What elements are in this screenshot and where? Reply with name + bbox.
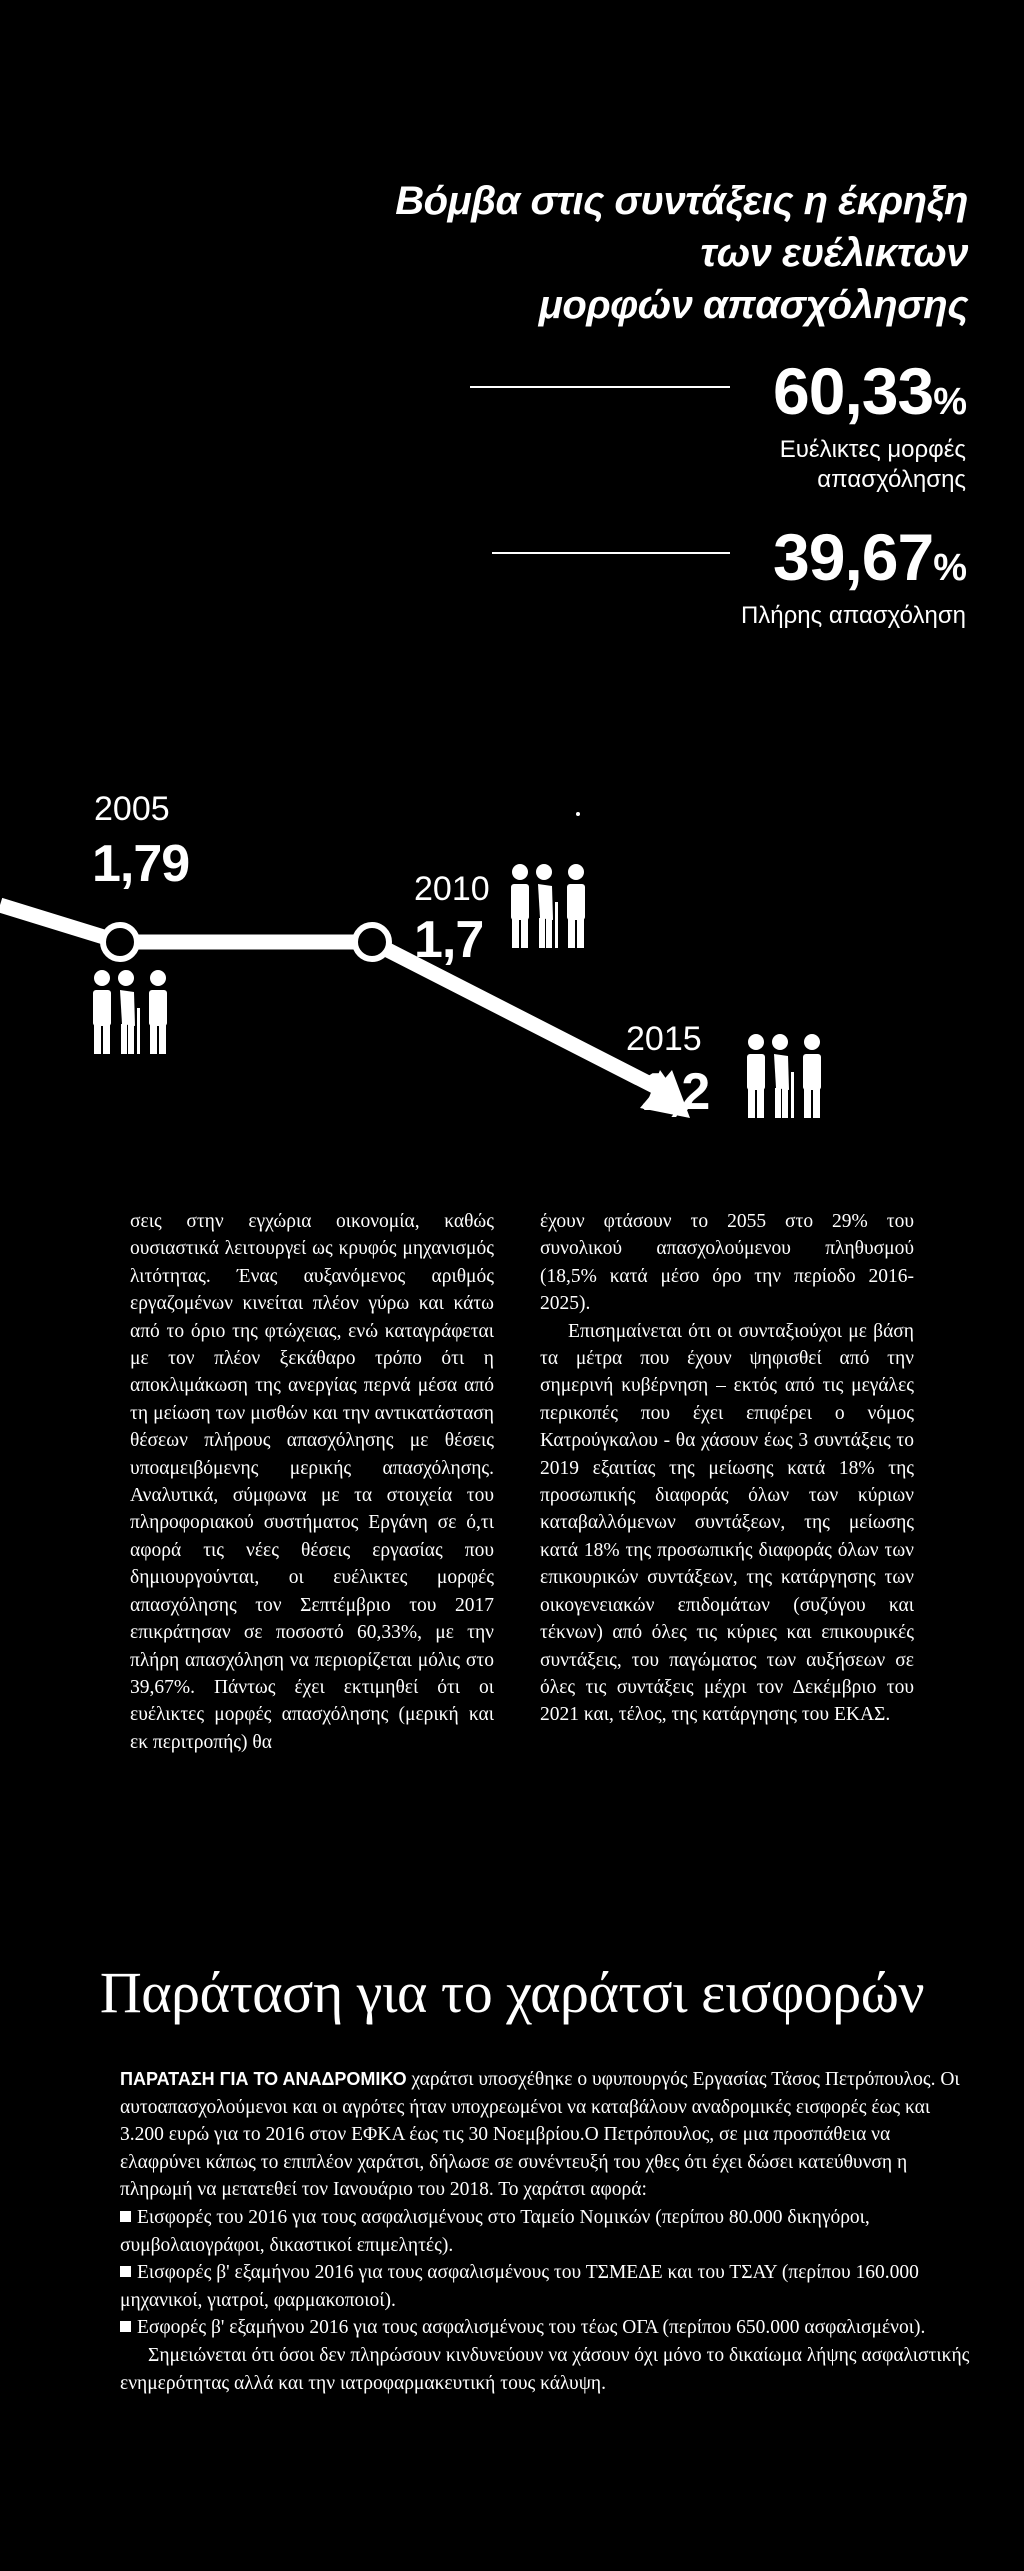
percent-caption: Ευέλικτες μορφές xyxy=(779,436,966,463)
headline-line-1: Βόμβα στις συντάξεις η έκρηξη xyxy=(395,179,968,223)
article-paragraph: σεις στην εγχώρια οικονομία, καθώς ουσιαστικά λειτουργεί ως κρυφός μηχανισμός λιτότητας. Ένας αυξανόμενος αριθμός εργαζομένων κινείται πλέον γύρω και κάτω από το όριο της φτώχειας, ενώ καταγράφεται με τον πλέον ξεκάθαρο τρόπο ότι η αποκλιμάκωση της ανεργίας περνά μέσα από τη μείωση των μισθών και την αντικατάσταση θέσεων πλήρους απασχόλησης με θέσεις υποαμειβόμενης μερικής απασχόλησης. Αναλυτικά, σύμφωνα με τα στοιχεία του πληροφοριακού συστήματος Εργάνη σε ό,τι αφορά τις νέες θέσεις εργασίας που δημιουργούνται, οι ευέλικτες μορφές απασχόλησης τον Σεπτέμβριο του 2017 επικράτησαν σε ποσοστό 60,33%, με την πλήρη απασχόληση να περιορίζεται μόλις στο 39,67%. Πάντως έχει εκτιμηθεί ότι οι ευέλικτες μορφές απασχόλησης (μερική και εκ περιτροπής) θα xyxy=(130,1211,494,1753)
percent-value: 60,33 xyxy=(773,354,934,428)
trend-ratio-2005: 1,79 xyxy=(92,835,190,893)
workers-pensioner-icon xyxy=(511,864,585,948)
box-intro xyxy=(120,2066,970,2204)
box-bullet-item xyxy=(120,2204,970,2259)
trend-marker-2005 xyxy=(103,925,137,959)
headline-line-3: μορφών απασχόλησης xyxy=(538,283,968,327)
article-column-left xyxy=(130,1208,494,1756)
percent-unit: % xyxy=(933,381,966,423)
box-lead: ΠΑΡΑΤΑΣΗ ΓΙΑ ΤΟ ΑΝΑΔΡΟΜΙΚΟ xyxy=(120,2069,407,2089)
trend-ratio-2010: 1,7 xyxy=(414,911,484,969)
square-bullet-icon xyxy=(120,2266,131,2277)
box-bullet-item xyxy=(120,2259,970,2314)
trend-marker-2010 xyxy=(355,925,389,959)
percent-unit: % xyxy=(933,547,966,589)
square-bullet-icon xyxy=(120,2321,131,2332)
bullet-text: Εισφορές του 2016 για τους ασφαλισμένους στο Ταμείο Νομικών (περίπου 80.000 δικηγόροι, συμβολαιογράφοι, δικαστικοί επιμελητές). xyxy=(120,2206,870,2256)
trend-year-2015: 2015 xyxy=(626,1020,702,1058)
box-text xyxy=(120,2066,970,2397)
trend-year-2010: 2010 xyxy=(414,870,490,908)
bullet-text: Εισφορές β' εξαμήνου 2016 για τους ασφαλισμένους του ΤΣΜΕΔΕ και του ΤΣΑΥ (περίπου 160.000 μηχανικοί, γιατροί, φαρμακοποιοί). xyxy=(120,2262,919,2311)
percent-value: 39,67 xyxy=(773,520,934,594)
percent-caption: Πλήρης απασχόληση xyxy=(740,602,966,629)
headline-line-2: των ευέλικτων xyxy=(700,231,968,275)
ratio-trend-graphic xyxy=(0,0,1024,1160)
box-intro-text: χαράτσι υποσχέθηκε ο υφυπουργός Εργασίας Τάσος Πετρόπουλος. Οι αυτοαπασχολούμενοι και οι αγρότες ήταν υποχρεωμένοι να καταβάλουν αναδρομικές εισφορές έως και 3.200 ευρώ για το 2016 στον ΕΦΚΑ έως τις 30 Νοεμβρίου.Ο Πετρόπουλος, σε μια προσπάθεια να ελαφρύνει κάπως το επιπλέον χαράτσι, δήλωσε σε συνέντευξή του χθες ότι έχει δώσει κατεύθυνση η πληρωμή να μετατεθεί τον Ιανουάριο του 2018. Το χαράτσι αφορά: xyxy=(120,2069,960,2201)
article-column-right xyxy=(540,1208,914,1729)
box-closing: Σημειώνεται ότι όσοι δεν πληρώσουν κινδυνεύουν να χάσουν όχι μόνο το δικαίωμα λήψης ασφαλιστικής ενημερότητας αλλά και την ιατροφαρμακευτική τους κάλυψη. xyxy=(120,2344,970,2394)
bullet-text: Εσφορές β' εξαμήνου 2016 για τους ασφαλισμένους του τέως ΟΓΑ (περίπου 650.000 ασφαλισμένοι). xyxy=(137,2317,926,2339)
square-bullet-icon xyxy=(120,2211,131,2222)
trend-ratio-2015: 1,2 xyxy=(640,1063,710,1121)
percent-caption: απασχόλησης xyxy=(817,466,966,493)
article-paragraph: Επισημαίνεται ότι οι συνταξιούχοι με βάση τα μέτρα που έχουν ψηφισθεί από την σημερινή κυβέρνηση – εκτός από τις μεγάλες περικοπές που έχει επιφέρει ο νόμος Κατρούγκαλου - θα χάσουν έως 3 συντάξεις το 2019 εξαιτίας της μείωσης κατά 18% της προσωπικής διαφοράς όλων των κύριων καταβαλλόμενων συντάξεων, της μείωσης κατά 18% της προσωπικής διαφοράς όλων των επικουρικών συντάξεων, της κατάργησης των οικογενειακών επιδομάτων (συζύγου και τέκνων) από όλες τις κύριες και επικουρικές συντάξεις, του παγώματος των αυξήσεων σε όλες τις συντάξεις μέχρι τον Δεκέμβριο του 2021 και, τέλος, της κατάργησης του ΕΚΑΣ. xyxy=(540,1320,914,1726)
article-paragraph: έχουν φτάσουν το 2055 στο 29% του συνολικού απασχολούμενου πληθυσμού (18,5% κατά μέσο όρο την περίοδο 2016-2025). xyxy=(540,1211,914,1315)
workers-pensioner-icon xyxy=(747,1034,821,1118)
trend-year-2005: 2005 xyxy=(94,790,170,828)
box-bullet-item xyxy=(120,2314,970,2342)
workers-pensioner-icon xyxy=(93,970,167,1054)
box-title: Παράταση για το χαράτσι εισφορών xyxy=(99,1960,925,2025)
